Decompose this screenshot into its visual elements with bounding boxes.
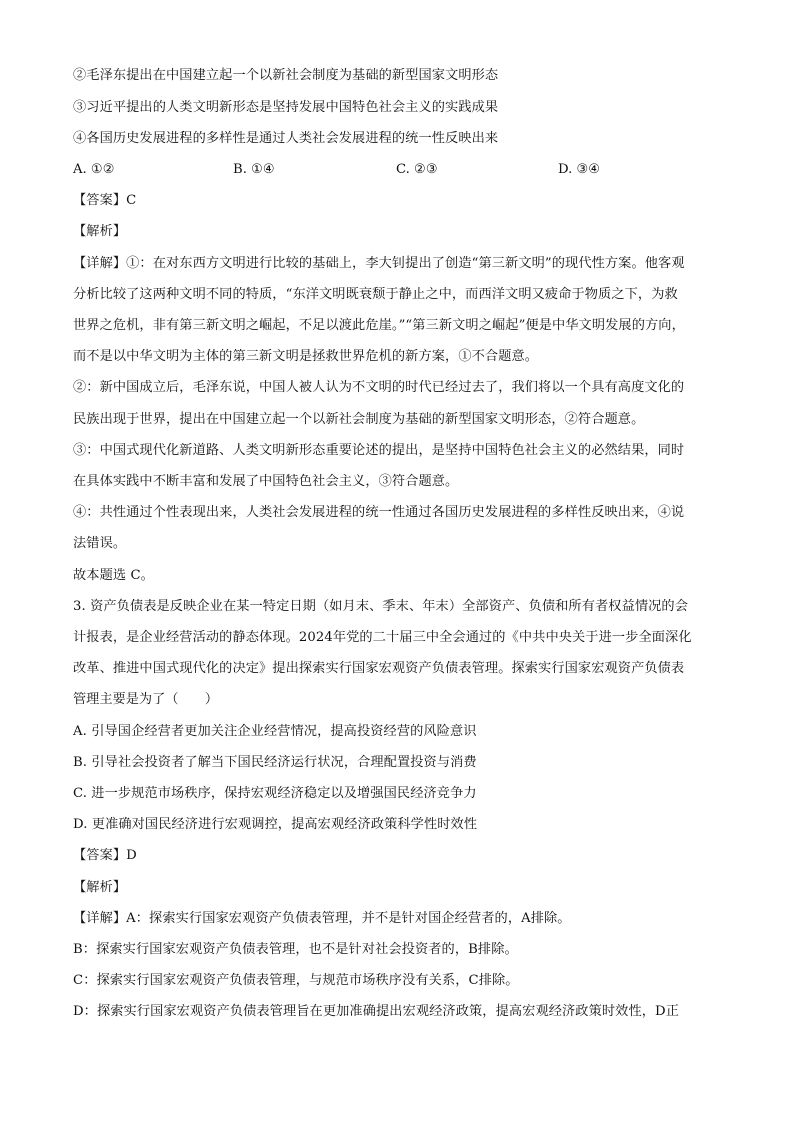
q3-stem-line: 计报表，是企业经营活动的静态体现。2024年党的二十届三中全会通过的《中共中央关于进一步全面深化 <box>73 630 692 645</box>
q2-statement-2: ②毛泽东提出在中国建立起一个以新社会制度为基础的新型国家文明形态 <box>73 68 499 83</box>
q3-analysis-label: 【解析】 <box>73 880 127 895</box>
q3-detail-line: C：探索实行国家宏观资产负债表管理，与规范市场秩序没有关系，C排除。 <box>73 973 519 988</box>
q3-option-d: D. 更准确对国民经济进行宏观调控，提高宏观经济政策科学性时效性 <box>73 817 478 832</box>
q2-option-d: D. ③④ <box>558 162 601 177</box>
q2-statement-4: ④各国历史发展进程的多样性是通过人类社会发展进程的统一性反映出来 <box>73 131 499 146</box>
q2-detail-line: ④：共性通过个性表现出来，人类社会发展进程的统一性通过各国历史发展进程的多样性反映出来，④说 <box>73 505 685 520</box>
q3-option-c: C. 进一步规范市场秩序，保持宏观经济稳定以及增强国民经济竞争力 <box>73 786 477 801</box>
q2-detail-line: 世界之危机，非有第三新文明之崛起，不足以渡此危崖。”“第三新文明之崛起”便是中华文明发展的方向， <box>73 318 685 333</box>
q3-detail-line: 【详解】A：探索实行国家宏观资产负债表管理，并不是针对国企经营者的，A排除。 <box>73 911 571 926</box>
q2-detail-line: 在具体实践中不断丰富和发展了中国特色社会主义，③符合题意。 <box>73 474 459 489</box>
q2-detail-line: 分析比较了这两种文明不同的特质，“东洋文明既衰颓于静止之中，而西洋文明又疲命于物质之下，为救 <box>73 287 678 302</box>
q2-detail-line: ③：中国式现代化新道路、人类文明新形态重要论述的提出，是坚持中国特色社会主义的必然结果，同时 <box>73 443 685 458</box>
q2-detail-line: 而不是以中华文明为主体的第三新文明是拯救世界危机的新方案，①不合题意。 <box>73 349 539 364</box>
q2-analysis-label: 【解析】 <box>73 224 127 239</box>
q2-conclusion: 故本题选 C。 <box>73 568 154 583</box>
q2-detail-line: 【详解】①：在对东西方文明进行比较的基础上，李大钊提出了创造“第三新文明”的现代性方案。他客观 <box>73 256 685 271</box>
q3-detail-line: B：探索实行国家宏观资产负债表管理，也不是针对社会投资者的，B排除。 <box>73 942 518 957</box>
q3-detail-line: D：探索实行国家宏观资产负债表管理旨在更加准确提出宏观经济政策，提高宏观经济政策时效性，D正 <box>73 1004 679 1019</box>
q3-answer: 【答案】D <box>73 848 137 863</box>
q3-stem-line: 3. 资产负债表是反映企业在某一特定日期（如月末、季末、年末）全部资产、负债和所有者权益情况的会 <box>73 599 689 614</box>
q3-option-a: A. 引导国企经营者更加关注企业经营情况，提高投资经营的风险意识 <box>73 724 477 739</box>
q3-option-b: B. 引导社会投资者了解当下国民经济运行状况，合理配置投资与消费 <box>73 755 477 770</box>
q2-option-c: C. ②③ <box>396 162 438 177</box>
q2-detail-line: 法错误。 <box>73 536 127 551</box>
q3-stem-line: 改革、推进中国式现代化的决定》提出探索实行国家宏观资产负债表管理。探索实行国家宏观资产负债表 <box>73 661 685 676</box>
q2-statement-3: ③习近平提出的人类文明新形态是坚持发展中国特色社会主义的实践成果 <box>73 100 499 115</box>
q2-detail-line: ②：新中国成立后，毛泽东说，中国人被人认为不文明的时代已经过去了，我们将以一个具有高度文化的 <box>73 380 685 395</box>
q2-option-a: A. ①② <box>73 162 115 177</box>
q3-stem-line: 管理主要是为了（ ） <box>73 692 219 707</box>
q2-answer: 【答案】C <box>73 193 137 208</box>
q2-option-b: B. ①④ <box>233 162 275 177</box>
q2-detail-line: 民族出现于世界，提出在中国建立起一个以新社会制度为基础的新型国家文明形态，②符合题意。 <box>73 412 645 427</box>
